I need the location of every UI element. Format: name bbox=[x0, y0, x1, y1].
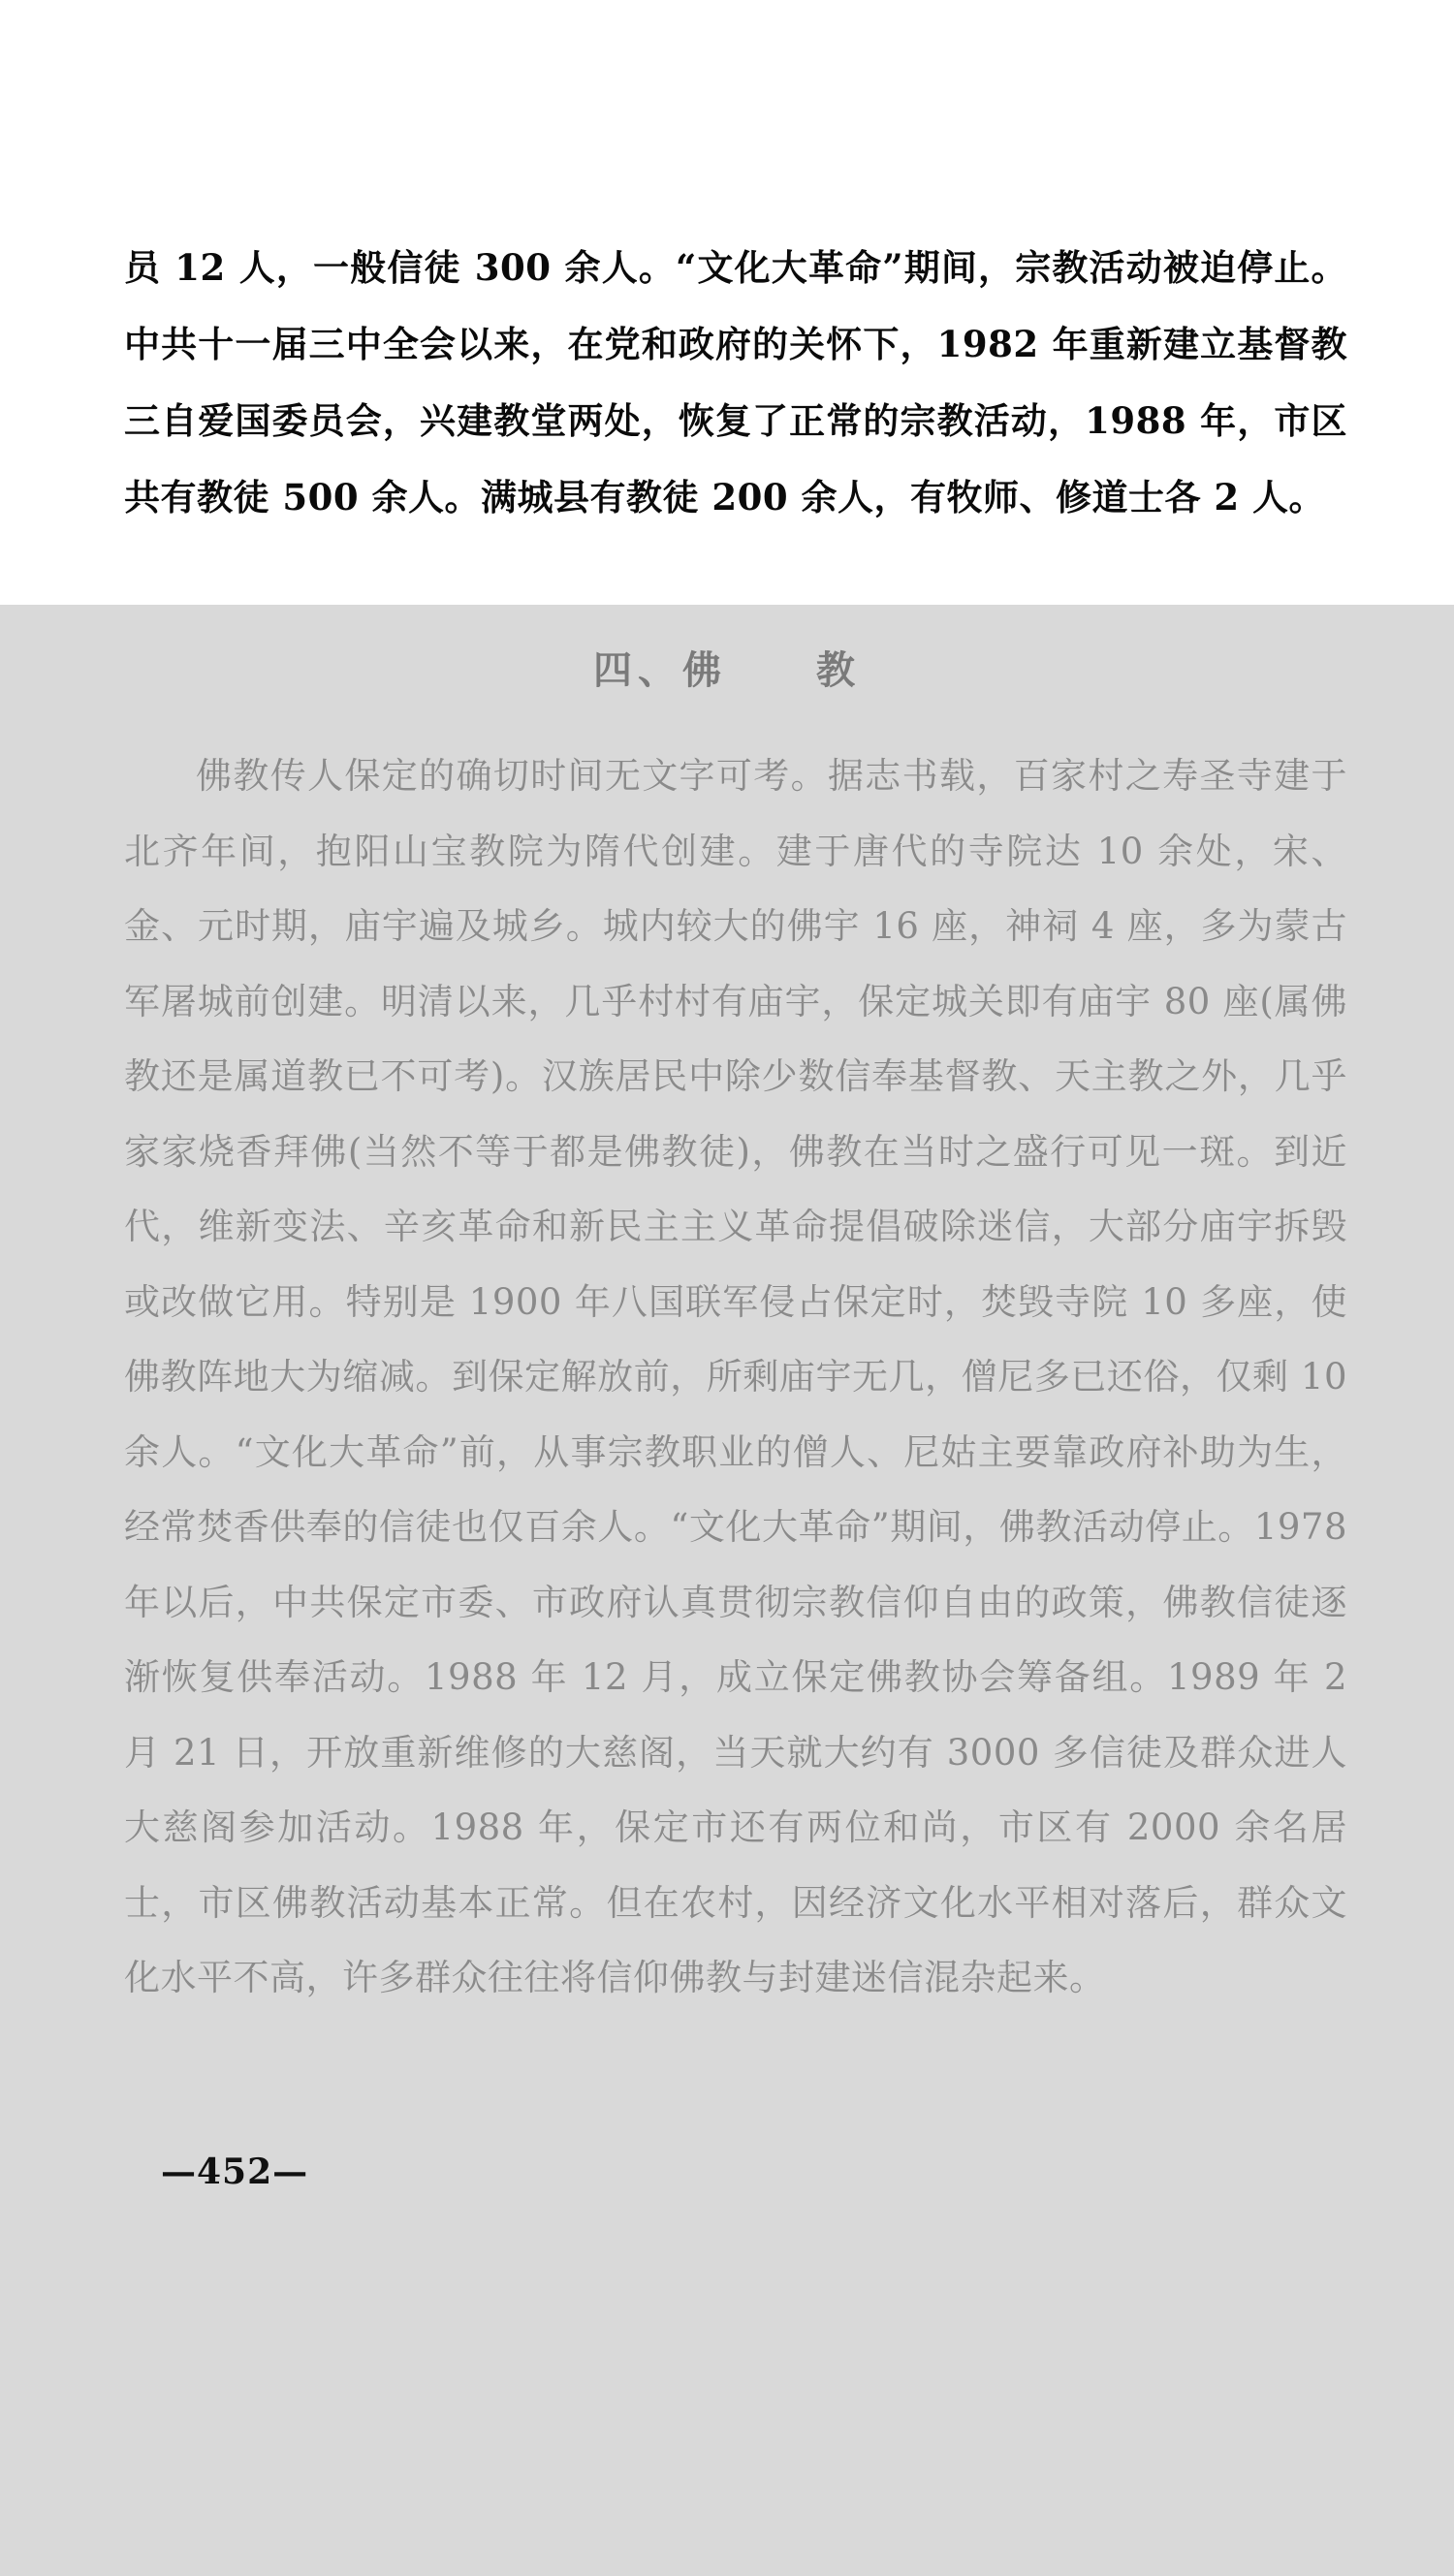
top-paragraph: 员 12 人，一般信徒 300 余人。“文化大革命”期间，宗教活动被迫停止。中共十一届三中全会以来，在党和政府的关怀下，1982 年重新建立基督教三自爱国委员会，兴建教堂两处，恢复了正常的宗教活动，1988 年，市区共有教徒 500 余人。满城县有教徒 200 余人，有牧师、修道士各 2 人。 bbox=[124, 246, 1347, 518]
section-body bbox=[124, 738, 1347, 2016]
page-number: —452— bbox=[161, 2152, 309, 2192]
section-paragraph: 佛教传人保定的确切时间无文字可考。据志书载，百家村之寿圣寺建于北齐年间，抱阳山宝教院为隋代创建。建于唐代的寺院达 10 余处，宋、金、元时期，庙宇遍及城乡。城内较大的佛宇 16 座，神祠 4 座，多为蒙古军屠城前创建。明清以来，几乎村村有庙宇，保定城关即有庙宇 80 座(属佛教还是属道教已不可考)。汉族居民中除少数信奉基督教、天主教之外，几乎家家烧香拜佛(当然不等于都是佛教徒)，佛教在当时之盛行可见一斑。到近代，维新变法、辛亥革命和新民主主义革命提倡破除迷信，大部分庙宇拆毁或改做它用。特别是 1900 年八国联军侵占保定时，焚毁寺院 10 多座，使佛教阵地大为缩减。到保定解放前，所剩庙宇无几，僧尼多已还俗，仅剩 10 余人。“文化大革命”前，从事宗教职业的僧人、尼姑主要靠政府补助为生，经常焚香供奉的信徒也仅百余人。“文化大革命”期间，佛教活动停止。1978 年以后，中共保定市委、市政府认真贯彻宗教信仰自由的政策，佛教信徒逐渐恢复供奉活动。1988 年 12 月，成立保定佛教协会筹备组。1989 年 2 月 21 日，开放重新维修的大慈阁，当天就大约有 3000 多信徒及群众进人大慈阁参加活动。1988 年，保定市还有两位和尚，市区有 2000 余名居士，市区佛教活动基本正常。但在农村，因经济文化水平相对落后，群众文化水平不高，许多群众往往将信仰佛教与封建迷信混杂起来。 bbox=[124, 755, 1347, 1998]
top-text-block bbox=[124, 230, 1347, 536]
section-title: 四、佛 教 bbox=[593, 647, 861, 693]
